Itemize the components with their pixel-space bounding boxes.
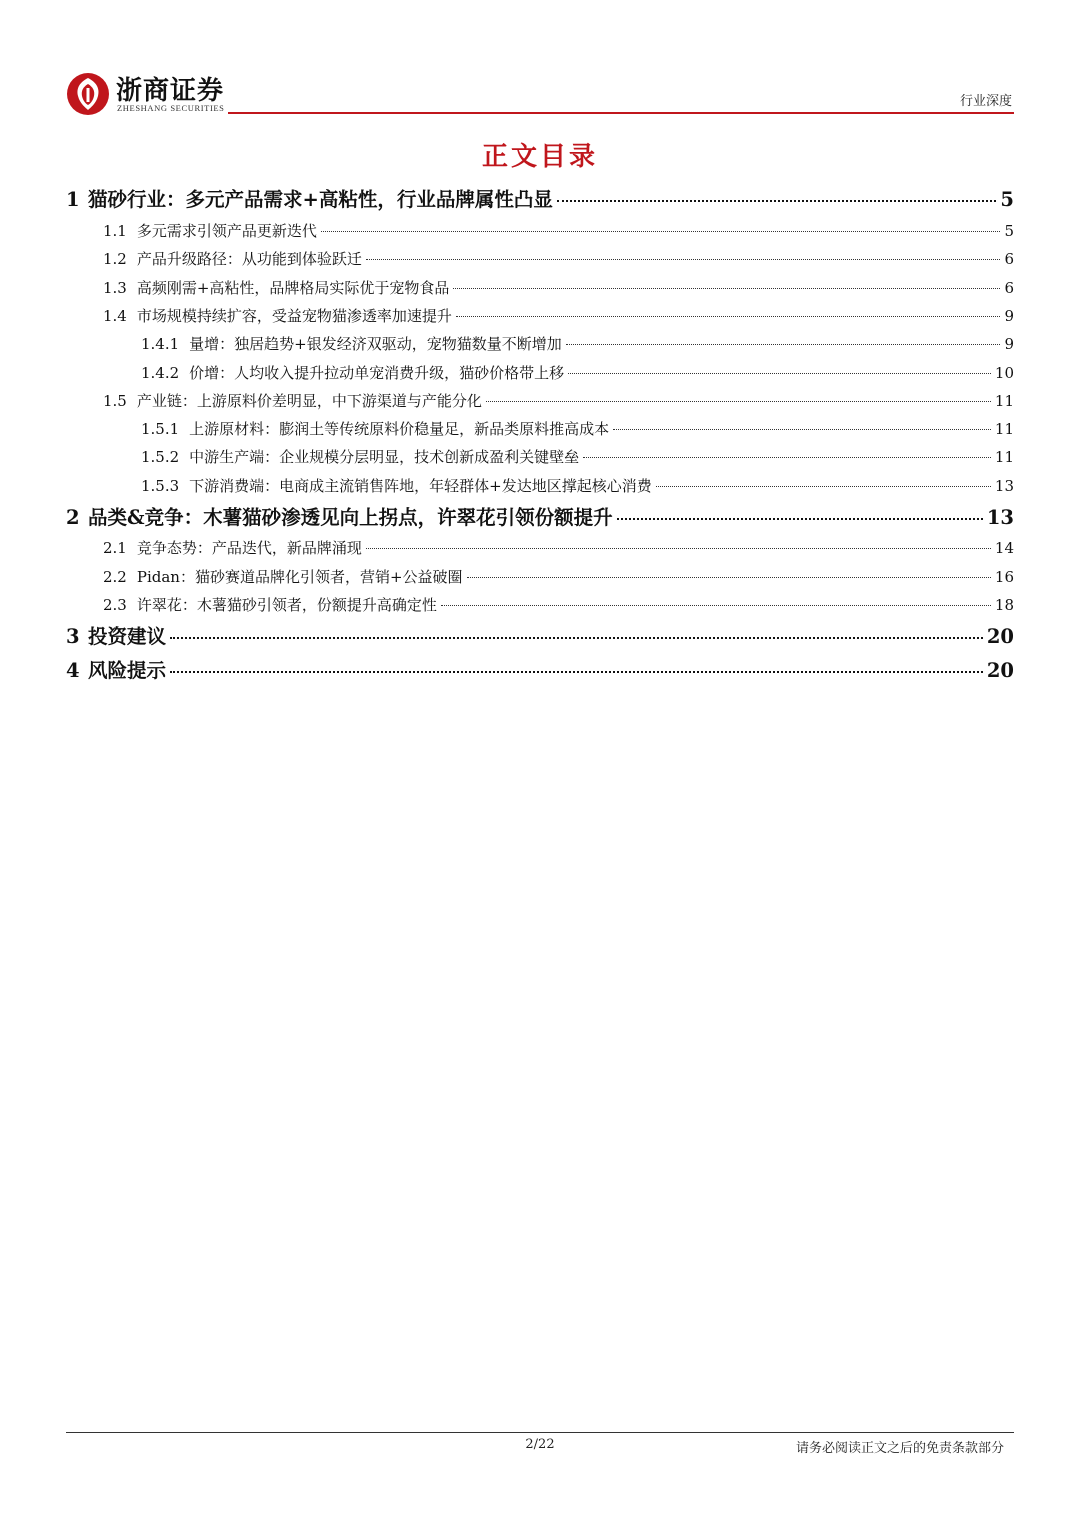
toc-entry-number: 1.1: [103, 222, 127, 240]
toc-entry-label: 上游原材料：膨润土等传统原料价稳量足，新品类原料推高成本: [189, 420, 610, 438]
leader-dots: [366, 259, 1001, 260]
logo-text: 浙商证券: [116, 76, 225, 106]
toc-entry-label: 品类&竞争：木薯猫砂渗透见向上拐点，许翠花引领份额提升: [88, 506, 613, 529]
toc-entry-number: 1: [66, 188, 80, 211]
toc-entry-label: 投资建议: [88, 625, 167, 648]
toc-entry-number: 2: [66, 506, 80, 529]
toc-entry-number: 1.2: [103, 250, 127, 268]
toc-entry-number: 1.5: [103, 392, 127, 410]
toc-entry-label: 竞争态势：产品迭代，新品牌涌现: [136, 539, 362, 557]
toc-entry-1-5-2[interactable]: [66, 446, 1014, 467]
logo-subtext: ZHESHANG SECURITIES: [117, 103, 225, 113]
toc-entry-number: 2.2: [103, 568, 127, 586]
toc-entry-number: 2.1: [103, 539, 127, 557]
zheshang-logo-icon: [66, 72, 110, 116]
toc-entry-label: 市场规模持续扩容，受益宠物猫渗透率加速提升: [136, 307, 452, 325]
toc-entry-label: 量增：独居趋势+银发经济双驱动，宠物猫数量不断增加: [189, 335, 562, 353]
toc-entry-number: 1.4.2: [141, 364, 180, 382]
leader-dots: [656, 486, 991, 487]
toc-entry-label: 产品升级路径：从功能到体验跃迁: [136, 250, 362, 268]
toc-entry-number: 3: [66, 625, 80, 648]
toc-entry-1-5[interactable]: [66, 390, 1014, 411]
toc-entry-page: 20: [986, 659, 1014, 682]
toc-entry-number: 4: [66, 659, 80, 682]
toc-entry-page: 18: [994, 596, 1014, 614]
page-number: 2/22: [525, 1437, 555, 1452]
document-type-label: 行业深度: [959, 94, 1012, 109]
toc-entry-1-5-3[interactable]: [66, 475, 1014, 496]
toc-entry-page: 9: [1004, 307, 1014, 325]
leader-dots: [566, 344, 1001, 345]
leader-dots: [321, 231, 1001, 232]
toc-title: 正文目录: [481, 142, 598, 172]
toc-entry-number: 1.4.1: [141, 335, 180, 353]
toc-entry-page: 16: [994, 568, 1014, 586]
toc-entry-label: 价增：人均收入提升拉动单宠消费升级，猫砂价格带上移: [189, 364, 565, 382]
leader-dots: [366, 548, 991, 549]
leader-dots: [583, 457, 991, 458]
toc-entry-page: 11: [994, 448, 1014, 466]
footer-divider: [66, 1432, 1014, 1433]
leader-dots: [486, 401, 991, 402]
leader-dots: [557, 200, 997, 202]
toc-entry-label: 多元需求引领产品更新迭代: [136, 222, 317, 240]
toc-entry-label: 猫砂行业：多元产品需求+高粘性，行业品牌属性凸显: [88, 188, 553, 211]
leader-dots: [467, 577, 991, 578]
toc-entry-number: 1.3: [103, 279, 127, 297]
toc-entry-page: 13: [986, 506, 1014, 529]
leader-dots: [170, 637, 983, 639]
toc-entry-4[interactable]: [66, 655, 1014, 683]
toc-entry-1-3[interactable]: [66, 277, 1014, 298]
toc-entry-1-4[interactable]: [66, 305, 1014, 326]
leader-dots: [613, 429, 991, 430]
toc-entry-label: 产业链：上游原料价差明显，中下游渠道与产能分化: [136, 392, 482, 410]
toc-entry-number: 1.5.3: [141, 477, 180, 495]
toc-entry-number: 1.5.1: [141, 420, 180, 438]
toc-entry-number: 2.3: [103, 596, 127, 614]
leader-dots: [617, 518, 983, 520]
header-divider: [228, 112, 1014, 114]
toc-entry-1-1[interactable]: [66, 220, 1014, 241]
toc-entry-page: 10: [994, 364, 1014, 382]
toc-entry-1[interactable]: [66, 184, 1014, 212]
toc-entry-page: 11: [994, 420, 1014, 438]
toc-entry-number: 1.5.2: [141, 448, 180, 466]
toc-entry-label: 许翠花：木薯猫砂引领者，份额提升高确定性: [136, 596, 437, 614]
toc-entry-page: 11: [994, 392, 1014, 410]
toc-entry-3[interactable]: [66, 621, 1014, 649]
leader-dots: [170, 671, 983, 673]
leader-dots: [453, 288, 1000, 289]
toc-entry-2[interactable]: [66, 502, 1014, 530]
toc-entry-page: 5: [1004, 222, 1014, 240]
toc-entry-label: Pidan：猫砂赛道品牌化引领者，营销+公益破圈: [136, 568, 463, 586]
toc-entry-1-5-1[interactable]: [66, 418, 1014, 439]
leader-dots: [441, 605, 991, 606]
toc-entry-page: 6: [1004, 279, 1014, 297]
toc-entry-label: 下游消费端：电商成主流销售阵地，年轻群体+发达地区撑起核心消费: [189, 477, 652, 495]
toc-entry-2-3[interactable]: [66, 594, 1014, 615]
toc-entry-page: 14: [994, 539, 1014, 557]
toc-entry-page: 6: [1004, 250, 1014, 268]
toc-entry-page: 5: [1000, 188, 1014, 211]
toc-entry-1-4-1[interactable]: [66, 333, 1014, 354]
disclaimer-note: 请务必阅读正文之后的免责条款部分: [795, 1441, 1004, 1456]
toc-entry-label: 中游生产端：企业规模分层明显，技术创新成盈利关键壁垒: [189, 448, 580, 466]
toc-entry-2-1[interactable]: [66, 537, 1014, 558]
page-header: [0, 0, 1080, 120]
leader-dots: [456, 316, 1001, 317]
toc-entry-label: 高频刚需+高粘性，品牌格局实际优于宠物食品: [136, 279, 450, 297]
toc-entry-page: 13: [994, 477, 1014, 495]
toc-entry-page: 20: [986, 625, 1014, 648]
leader-dots: [568, 373, 991, 374]
toc-entry-1-2[interactable]: [66, 248, 1014, 269]
toc-entry-2-2[interactable]: [66, 566, 1014, 587]
toc-entry-1-4-2[interactable]: [66, 362, 1014, 383]
toc-entry-number: 1.4: [103, 307, 127, 325]
toc-entry-label: 风险提示: [88, 659, 167, 682]
toc-entry-page: 9: [1004, 335, 1014, 353]
